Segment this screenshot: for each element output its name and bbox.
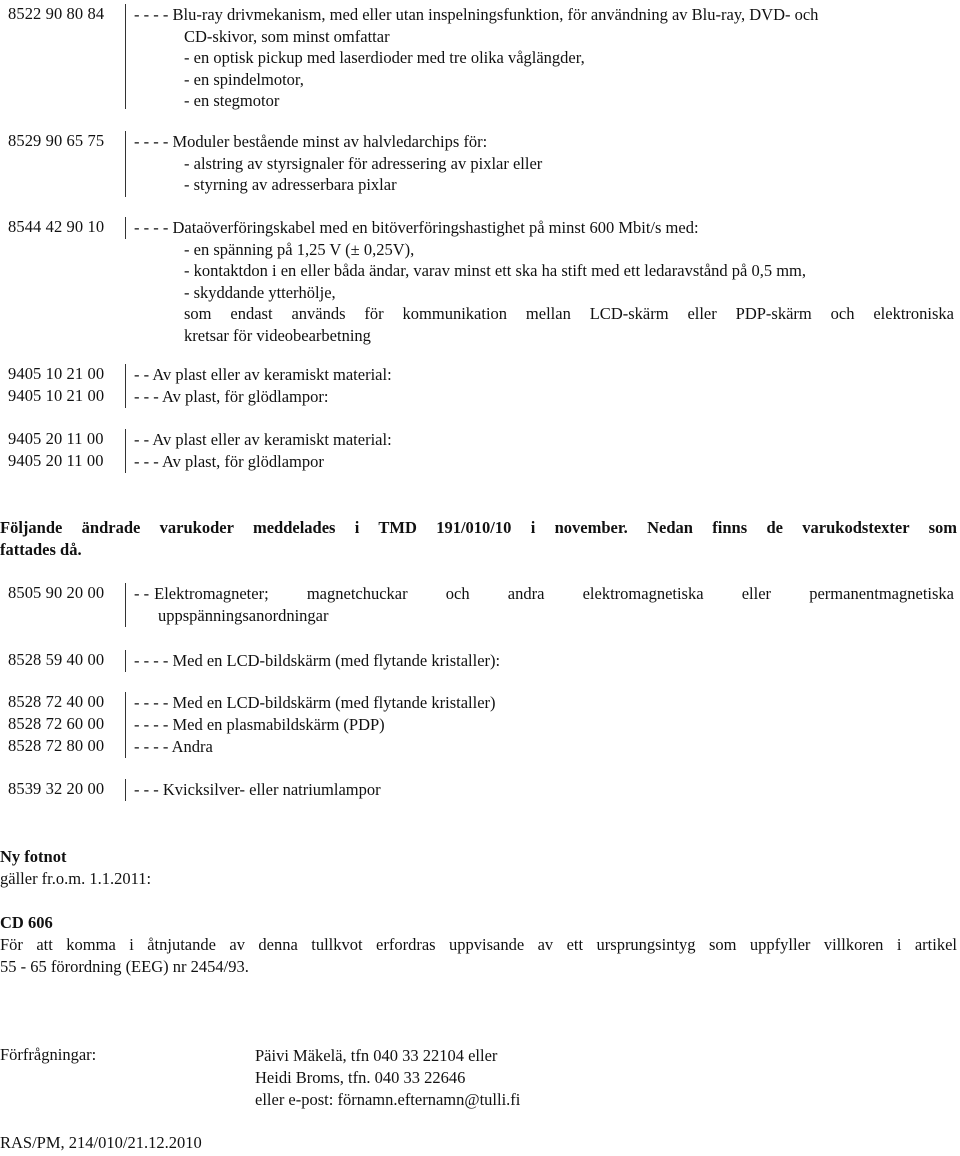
document-reference: RAS/PM, 214/010/21.12.2010 [0, 1133, 202, 1152]
tariff-entry-8539322000 [8, 779, 954, 801]
indent-dashes: - - - - [134, 218, 169, 237]
contact-line: Päivi Mäkelä, tfn 040 33 22104 eller [255, 1046, 498, 1065]
description-line: Av plast eller av keramiskt material: [152, 365, 392, 384]
tariff-description [126, 429, 954, 451]
tariff-description [126, 4, 954, 112]
description-line: - kontaktdon i en eller båda ändar, varav minst ett ska ha stift med ett ledaravstånd på 0,5 mm, [184, 261, 807, 280]
description-line: - en spänning på 1,25 V (± 0,25V), [184, 239, 415, 259]
indent-dashes: - - - - [134, 5, 169, 24]
description-line: Blu-ray drivmekanism, med eller utan inspelningsfunktion, för användning av Blu-ray, DVD- och [172, 5, 819, 24]
description-line: - en optisk pickup med laserdioder med tre olika våglängder, [184, 48, 585, 67]
description-line: Moduler bestående minst av halvledarchips för: [172, 132, 488, 151]
footnote-section [0, 846, 960, 890]
description-line: uppspänningsanordningar [158, 605, 329, 625]
indent-dashes: - - - - [134, 715, 169, 734]
description-line: - skyddande ytterhölje, [184, 282, 336, 302]
indent-dashes: - - [134, 365, 150, 384]
tariff-code: 8528 59 40 00 [8, 650, 126, 672]
description-line: - en stegmotor [184, 91, 280, 110]
tariff-description [126, 386, 954, 408]
tariff-entry-8528728000 [8, 736, 954, 758]
description-line: kretsar för videobearbetning [184, 325, 371, 345]
contact-label: Förfrågningar: [0, 1045, 97, 1064]
indent-dashes: - - - [134, 452, 159, 471]
cd-section [0, 912, 957, 978]
tariff-entry-9405201100-b [8, 451, 954, 473]
tariff-code: 8528 72 60 00 [8, 714, 126, 736]
contact-lines [255, 1045, 520, 1111]
indent-dashes: - - [134, 584, 150, 603]
tariff-code: 8544 42 90 10 [8, 217, 126, 239]
tariff-code: 8528 72 80 00 [8, 736, 126, 758]
tariff-description [126, 779, 954, 801]
tariff-code: 9405 10 21 00 [8, 364, 126, 386]
tariff-description [126, 650, 954, 672]
tariff-entry-8544429010 [8, 217, 954, 346]
description-line: - en spindelmotor, [184, 69, 304, 89]
description-line: CD-skivor, som minst omfattar [184, 26, 390, 46]
tariff-code: 8539 32 20 00 [8, 779, 126, 801]
tariff-code: 8522 90 80 84 [8, 4, 126, 109]
tariff-entry-8529906575 [8, 131, 954, 197]
indent-dashes: - - - - [134, 737, 169, 756]
tariff-entry-8528724000 [8, 692, 954, 714]
description-line: Med en LCD-bildskärm (med flytande kristaller): [172, 651, 501, 670]
tariff-description [126, 131, 954, 197]
tariff-description [126, 451, 954, 473]
description-line: Med en plasmabildskärm (PDP) [172, 715, 385, 734]
tariff-description [126, 714, 954, 736]
tariff-description [126, 692, 954, 714]
tariff-description [126, 217, 954, 346]
tariff-description [126, 736, 954, 758]
contact-line: Heidi Broms, tfn. 040 33 22646 [255, 1068, 466, 1087]
description-line: - styrning av adresserbara pixlar [184, 175, 397, 194]
cd-heading: CD 606 [0, 913, 53, 932]
tariff-entry-9405102100-a [8, 364, 954, 386]
description-line: Av plast eller av keramiskt material: [152, 430, 392, 449]
cd-text-line: 55 - 65 förordning (EEG) nr 2454/93. [0, 957, 249, 976]
description-line: - alstring av styrsignaler för adressering av pixlar eller [184, 153, 543, 173]
tariff-description [126, 583, 954, 627]
description-line: som endast används för kommunikation mellan LCD-skärm eller PDP-skärm och elektroniska [184, 304, 954, 323]
tariff-code: 9405 20 11 00 [8, 451, 126, 473]
indent-dashes: - - - [134, 387, 159, 406]
tariff-entry-8522908084 [8, 4, 954, 112]
description-line: Av plast, för glödlampor: [161, 387, 329, 406]
description-line: Elektromagneter; magnetchuckar och andra elektromagnetiska eller permanentmagnetiska [154, 584, 954, 603]
notice-line: fattades då. [0, 540, 82, 559]
tariff-code: 8505 90 20 00 [8, 583, 126, 627]
indent-dashes: - - - - [134, 693, 169, 712]
tariff-code: 8529 90 65 75 [8, 131, 126, 197]
tariff-code: 9405 10 21 00 [8, 386, 126, 408]
indent-dashes: - - - - [134, 132, 169, 151]
indent-dashes: - - - - [134, 651, 169, 670]
tariff-entry-8528726000 [8, 714, 954, 736]
footnote-heading: Ny fotnot [0, 847, 67, 866]
contact-email-line: eller e-post: förnamn.efternamn@tulli.fi [255, 1090, 521, 1109]
tariff-description [126, 364, 954, 386]
footnote-validity: gäller fr.o.m. 1.1.2011: [0, 869, 152, 888]
tariff-entry-9405201100-a [8, 429, 954, 451]
indent-dashes: - - - [134, 780, 159, 799]
tariff-entry-8505902000 [8, 583, 954, 627]
tariff-code: 9405 20 11 00 [8, 429, 126, 451]
notice-line: Följande ändrade varukoder meddelades i TMD 191/010/10 i november. Nedan finns de varukodstexter som [0, 518, 957, 537]
indent-dashes: - - [134, 430, 150, 449]
description-line: Av plast, för glödlampor [161, 452, 324, 471]
amendment-notice [0, 517, 957, 561]
description-line: Andra [171, 737, 213, 756]
tariff-code: 8528 72 40 00 [8, 692, 126, 714]
description-line: Kvicksilver- eller natriumlampor [162, 780, 381, 799]
description-line: Dataöverföringskabel med en bitöverföringshastighet på minst 600 Mbit/s med: [172, 218, 699, 237]
cd-text-line: För att komma i åtnjutande av denna tullkvot erfordras uppvisande av ett ursprungsintyg som uppfyller villkoren i artikel [0, 935, 957, 954]
tariff-entry-9405102100-b [8, 386, 954, 408]
description-line: Med en LCD-bildskärm (med flytande kristaller) [172, 693, 496, 712]
tariff-entry-8528594000 [8, 650, 954, 672]
